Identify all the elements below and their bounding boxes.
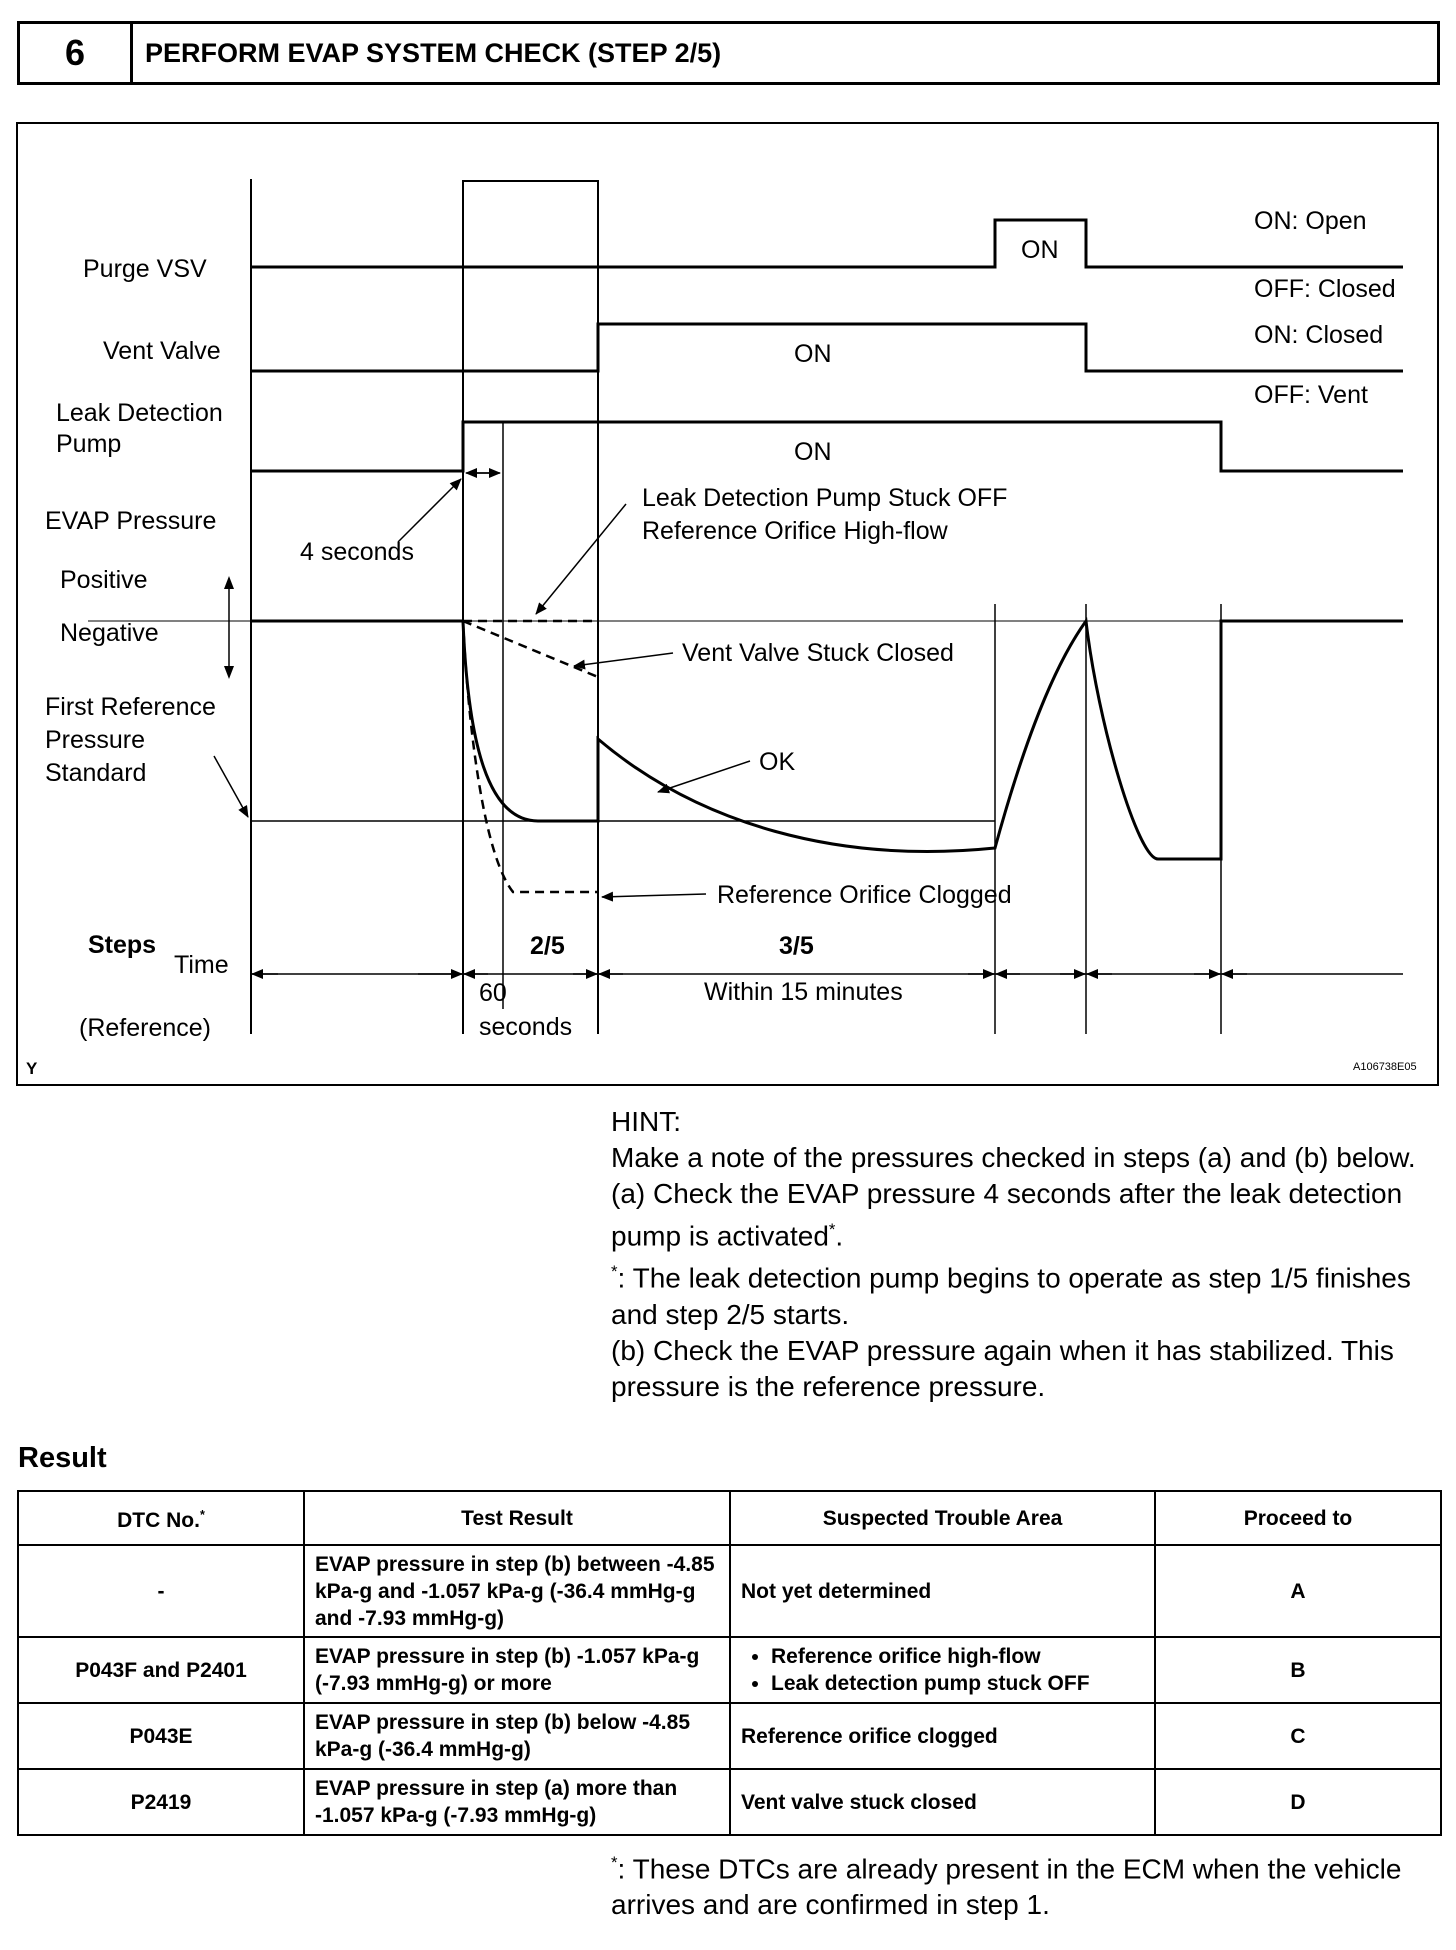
result-title: Result xyxy=(18,1442,107,1474)
sixty-label: 60 xyxy=(479,979,507,1007)
purge-vsv-label: Purge VSV xyxy=(83,255,207,283)
trouble-area-list xyxy=(741,1643,1144,1697)
stuck-off-label-2: Reference Orifice High-flow xyxy=(642,517,948,545)
pump-on-label: ON xyxy=(794,438,832,466)
hint-line-b: (b) Check the EVAP pressure again when it has stabilized. This pressure is the reference pressure. xyxy=(611,1334,1394,1402)
table-row xyxy=(18,1637,1441,1703)
dtc-cell: P2419 xyxy=(18,1769,304,1835)
stuck-off-pointer xyxy=(536,504,626,614)
four-seconds-label: 4 seconds xyxy=(300,538,414,566)
on-closed-label: ON: Closed xyxy=(1254,321,1384,349)
proceed-cell: C xyxy=(1155,1703,1441,1769)
step-window-box xyxy=(463,181,598,1034)
time-label: Time xyxy=(174,951,229,979)
orifice-clogged-curve xyxy=(463,621,598,892)
proceed-cell: B xyxy=(1155,1637,1441,1703)
evap-pressure-label: EVAP Pressure xyxy=(45,507,217,535)
within-15-label: Within 15 minutes xyxy=(704,978,903,1006)
hint-title: HINT: xyxy=(611,1106,681,1137)
purge-on-label: ON xyxy=(1021,236,1059,264)
step-number: 6 xyxy=(20,24,133,82)
col-dtc xyxy=(18,1491,304,1545)
leak-pump-label-1: Leak Detection xyxy=(56,399,223,427)
proceed-cell: A xyxy=(1155,1545,1441,1637)
col-test-result: Test Result xyxy=(304,1491,730,1545)
first-ref-label-1: First Reference xyxy=(45,693,216,721)
hint-note-text: : The leak detection pump begins to operate as step 1/5 finishes and step 2/5 starts. xyxy=(611,1262,1411,1330)
leak-pump-label-2: Pump xyxy=(56,430,122,458)
col-trouble-area: Suspected Trouble Area xyxy=(730,1491,1155,1545)
negative-label: Negative xyxy=(60,619,159,647)
test-result-cell: EVAP pressure in step (b) -1.057 kPa-g (-7.93 mmHg-g) or more xyxy=(304,1637,730,1703)
trouble-area-item: • Reference orifice high-flow xyxy=(771,1643,1144,1670)
table-row xyxy=(18,1769,1441,1835)
evap-timing-diagram xyxy=(16,122,1439,1086)
table-row xyxy=(18,1545,1441,1637)
table-row xyxy=(18,1703,1441,1769)
step-title: PERFORM EVAP SYSTEM CHECK (STEP 2/5) xyxy=(145,37,722,68)
neg-arrowhead xyxy=(224,666,234,679)
dtc-cell: P043F and P2401 xyxy=(18,1637,304,1703)
step-header xyxy=(17,21,1440,85)
positive-label: Positive xyxy=(60,566,148,594)
vent-stuck-label: Vent Valve Stuck Closed xyxy=(682,639,954,667)
result-table xyxy=(17,1490,1442,1836)
first-ref-label-2: Pressure xyxy=(45,726,146,754)
test-result-cell: EVAP pressure in step (b) below -4.85 kPa-g (-36.4 mmHg-g) xyxy=(304,1703,730,1769)
off-closed-label: OFF: Closed xyxy=(1254,275,1396,303)
col-dtc-text: DTC No. xyxy=(117,1509,200,1532)
steps-label: Steps xyxy=(88,931,157,959)
ok-label: OK xyxy=(759,748,796,776)
table-header-row xyxy=(18,1491,1441,1545)
footnote xyxy=(611,1845,1431,1923)
test-result-cell: EVAP pressure in step (b) between -4.85 kPa-g and -1.057 kPa-g (-36.4 mmHg-g and -7.93 mmHg-g) xyxy=(304,1545,730,1637)
footnote-mark: * xyxy=(611,1853,618,1872)
hint-note-asterisk: * xyxy=(611,1262,618,1282)
trouble-area-cell: Not yet determined xyxy=(730,1545,1155,1637)
pos-arrowhead xyxy=(224,576,234,589)
ok-pointer xyxy=(658,761,750,792)
trouble-area-cell: Reference orifice clogged xyxy=(730,1703,1155,1769)
test-result-cell: EVAP pressure in step (a) more than -1.057 kPa-g (-7.93 mmHg-g) xyxy=(304,1769,730,1835)
proceed-cell: D xyxy=(1155,1769,1441,1835)
first-ref-pointer xyxy=(214,756,248,817)
on-open-label: ON: Open xyxy=(1254,207,1367,235)
hint-note xyxy=(611,1254,1431,1332)
trouble-area-cell xyxy=(730,1637,1155,1703)
trouble-area-item: • Leak detection pump stuck OFF xyxy=(771,1670,1144,1697)
vent-stuck-curve xyxy=(463,621,598,677)
orifice-clogged-label: Reference Orifice Clogged xyxy=(717,881,1012,909)
step-25-label: 2/5 xyxy=(530,932,565,960)
hint-period: . xyxy=(835,1220,844,1252)
vent-stuck-pointer xyxy=(574,653,673,666)
first-ref-label-3: Standard xyxy=(45,759,147,787)
corner-y-label: Y xyxy=(26,1059,38,1078)
hint-line-a-text: (a) Check the EVAP pressure 4 seconds after the leak detection pump is activated xyxy=(611,1178,1403,1252)
vent-valve-label: Vent Valve xyxy=(103,337,221,365)
reference-label: (Reference) xyxy=(79,1014,211,1042)
hint-line-a xyxy=(611,1176,1431,1254)
dtc-cell: P043E xyxy=(18,1703,304,1769)
hint-asterisk: * xyxy=(828,1220,836,1239)
vent-on-label: ON xyxy=(794,340,832,368)
trouble-area-cell: Vent valve stuck closed xyxy=(730,1769,1155,1835)
figure-id: A106738E05 xyxy=(1353,1061,1417,1073)
hint-line-1: Make a note of the pressures checked in steps (a) and (b) below. xyxy=(611,1142,1416,1173)
col-proceed: Proceed to xyxy=(1155,1491,1441,1545)
col-dtc-mark: * xyxy=(199,1508,205,1522)
footnote-text: : These DTCs are already present in the ECM when the vehicle arrives and are confirmed in step 1. xyxy=(611,1853,1402,1921)
timing-chart-svg xyxy=(18,124,1437,1084)
step-35-label: 3/5 xyxy=(779,932,814,960)
hint-section xyxy=(611,1104,1431,1405)
purge-vsv-signal xyxy=(251,220,1403,267)
seconds-label: seconds xyxy=(479,1013,573,1041)
four-seconds-pointer xyxy=(398,479,461,542)
dtc-cell: - xyxy=(18,1545,304,1637)
off-vent-label: OFF: Vent xyxy=(1254,381,1368,409)
orifice-clogged-pointer xyxy=(602,894,706,897)
stuck-off-label-1: Leak Detection Pump Stuck OFF xyxy=(642,484,1008,512)
